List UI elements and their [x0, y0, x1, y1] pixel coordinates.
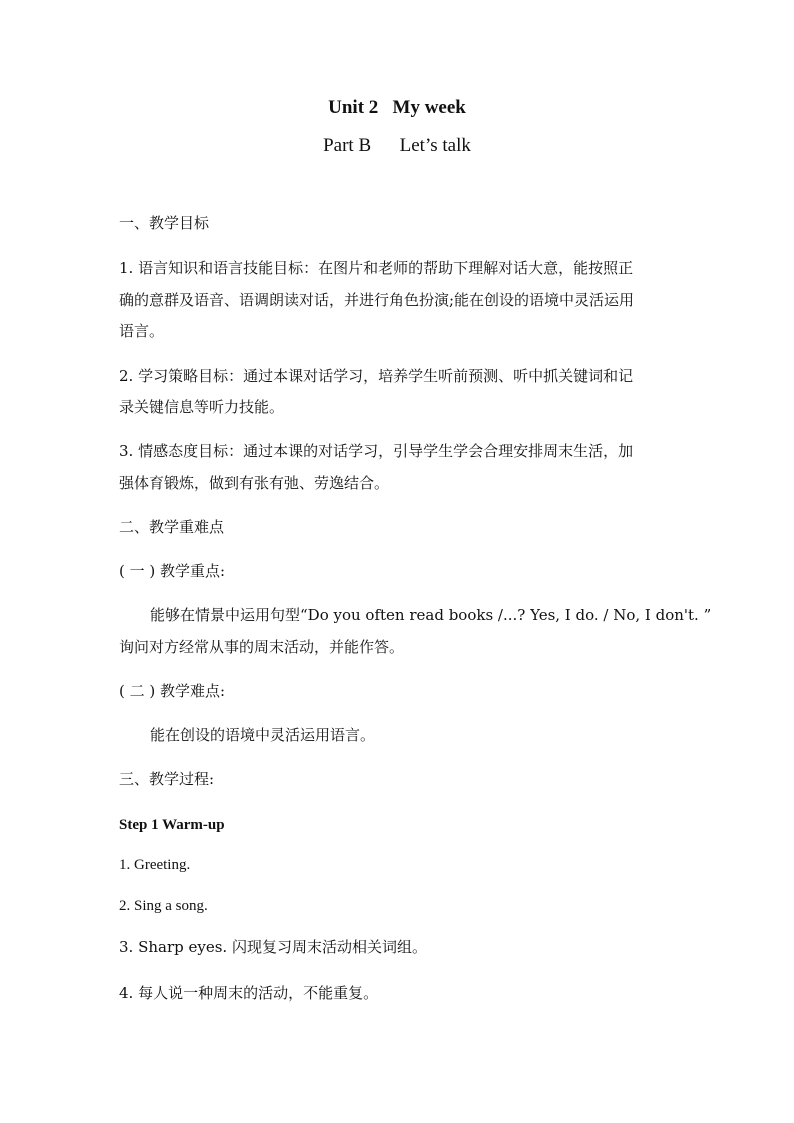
step-1-heading: Step 1 Warm-up [119, 817, 225, 833]
document-title: Unit 2 My week [328, 97, 466, 118]
key-point-line-2: 询问对方经常从事的周末活动，并能作答。 [119, 638, 405, 656]
section-heading-process: 三、教学过程: [119, 770, 215, 788]
step-1-item-4: 4. 每人说一种周末的活动，不能重复。 [119, 984, 379, 1002]
key-point-heading: ( 一 ) 教学重点: [119, 562, 226, 580]
step-1-item-3: 3. Sharp eyes. 闪现复习周末活动相关词组。 [119, 938, 427, 956]
goal-2-line-1: 2. 学习策略目标：通过本课对话学习，培养学生听前预测、听中抓关键词和记 [119, 367, 634, 385]
goal-3-line-2: 强体育锻炼，做到有张有弛、劳逸结合。 [119, 474, 390, 492]
section-heading-goals: 一、教学目标 [119, 214, 210, 232]
goal-1-line-2: 确的意群及语音、语调朗读对话，并进行角色扮演;能在创设的语境中灵活运用 [119, 291, 635, 309]
step-1-item-1: 1. Greeting. [119, 857, 191, 873]
goal-2-line-2: 录关键信息等听力技能。 [119, 398, 285, 416]
difficult-point-line-1: 能在创设的语境中灵活运用语言。 [150, 726, 376, 744]
goal-1-line-3: 语言。 [119, 322, 165, 340]
goal-1-line-1: 1. 语言知识和语言技能目标：在图片和老师的帮助下理解对话大意，能按照正 [119, 259, 634, 277]
difficult-point-heading: ( 二 ) 教学难点: [119, 682, 226, 700]
key-point-line-1: 能够在情景中运用句型“Do you often read books /...? Yes, I do. / No, I don't. ” [150, 606, 712, 624]
step-1-item-2: 2. Sing a song. [119, 898, 208, 914]
document-subtitle: Part B Let’s talk [323, 135, 471, 156]
section-heading-key-points: 二、教学重难点 [119, 518, 225, 536]
goal-3-line-1: 3. 情感态度目标：通过本课的对话学习，引导学生学会合理安排周末生活，加 [119, 442, 634, 460]
